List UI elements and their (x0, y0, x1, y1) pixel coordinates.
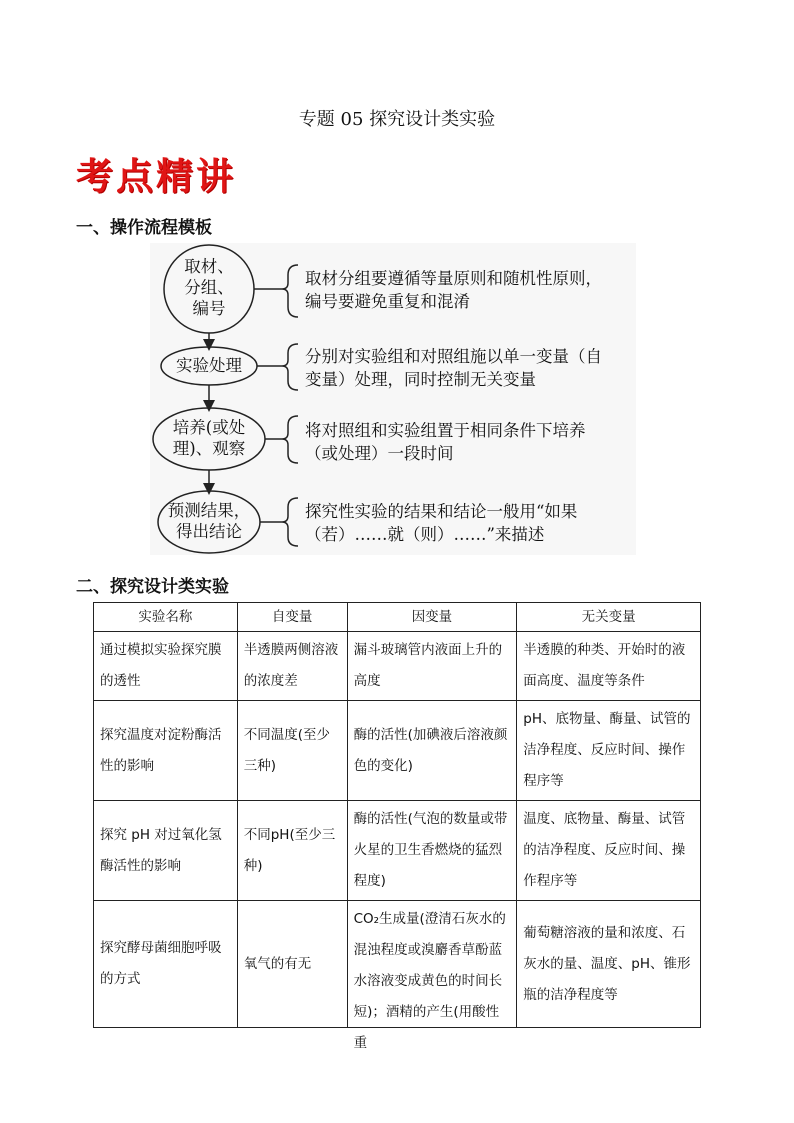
column-header: 无关变量 (517, 603, 701, 632)
column-header: 因变量 (347, 603, 517, 632)
table-cell: pH、底物量、酶量、试管的洁净程度、反应时间、操作程序等 (517, 701, 701, 801)
flow-step-description: 分别对实验组和对照组施以单一变量（自 变量）处理，同时控制无关变量 (305, 347, 602, 389)
section-heading-experiments: 二、探究设计类实验 (76, 577, 229, 597)
table-cell: 半透膜两侧溶液的浓度差 (237, 632, 347, 701)
page-title: 专题 05 探究设计类实验 (298, 109, 496, 130)
table-cell: 不同pH(至少三种) (237, 801, 347, 901)
table-cell-text: CO₂生成量(澄清石灰水的混浊程度或溴麝香草酚蓝水溶液变成黄色的时间长短)；酒精的产生(用酸性重 (353, 911, 506, 1051)
table-row (94, 901, 701, 1028)
table-cell: 温度、底物量、酶量、试管的洁净程度、反应时间、操作程序等 (517, 801, 701, 901)
table-row (94, 801, 701, 901)
table-cell: 漏斗玻璃管内液面上升的高度 (347, 632, 517, 701)
column-header: 自变量 (237, 603, 347, 632)
table-cell: 半透膜的种类、开始时的液面高度、温度等条件 (517, 632, 701, 701)
table-cell: 葡萄糖溶液的量和浓度、石灰水的量、温度、pH、锥形瓶的洁净程度等 (517, 901, 701, 1028)
flow-node-label: 取材、 分组、 编号 (184, 257, 234, 318)
section-heading-flow: 一、操作流程模板 (76, 218, 212, 238)
table-cell: 不同温度(至少三种) (237, 701, 347, 801)
table-row (94, 701, 701, 801)
flow-step-description: 取材分组要遵循等量原则和随机性原则， 编号要避免重复和混淆 (305, 269, 602, 311)
flow-node-label: 预测结果， 得出结论 (167, 501, 251, 541)
column-header: 实验名称 (94, 603, 238, 632)
flow-node-label: 培养(或处 理)、观察 (172, 418, 246, 458)
table-header-row (94, 603, 701, 632)
flow-step-description: 将对照组和实验组置于相同条件下培养 （或处理）一段时间 (305, 421, 586, 463)
flow-node-label: 实验处理 (176, 356, 242, 375)
table-cell (347, 901, 517, 1051)
table-cell: 探究酵母菌细胞呼吸的方式 (94, 901, 238, 1028)
table-cell: 酶的活性(气泡的数量或带火星的卫生香燃烧的猛烈程度) (347, 801, 517, 901)
table-cell: 探究 pH 对过氧化氢酶活性的影响 (94, 801, 238, 901)
table-cell: 酶的活性(加碘液后溶液颜色的变化) (347, 701, 517, 801)
table-cell: 探究温度对淀粉酶活性的影响 (94, 701, 238, 801)
table-cell: 通过模拟实验探究膜的透性 (94, 632, 238, 701)
experiment-table (93, 602, 701, 1051)
flow-diagram (150, 243, 636, 555)
flow-step-description: 探究性实验的结果和结论一般用“如果 （若）……就（则）……”来描述 (305, 502, 578, 544)
table-row (94, 632, 701, 701)
table-cell: 氧气的有无 (237, 901, 347, 1028)
key-points-banner: 考点精讲 (76, 154, 236, 198)
